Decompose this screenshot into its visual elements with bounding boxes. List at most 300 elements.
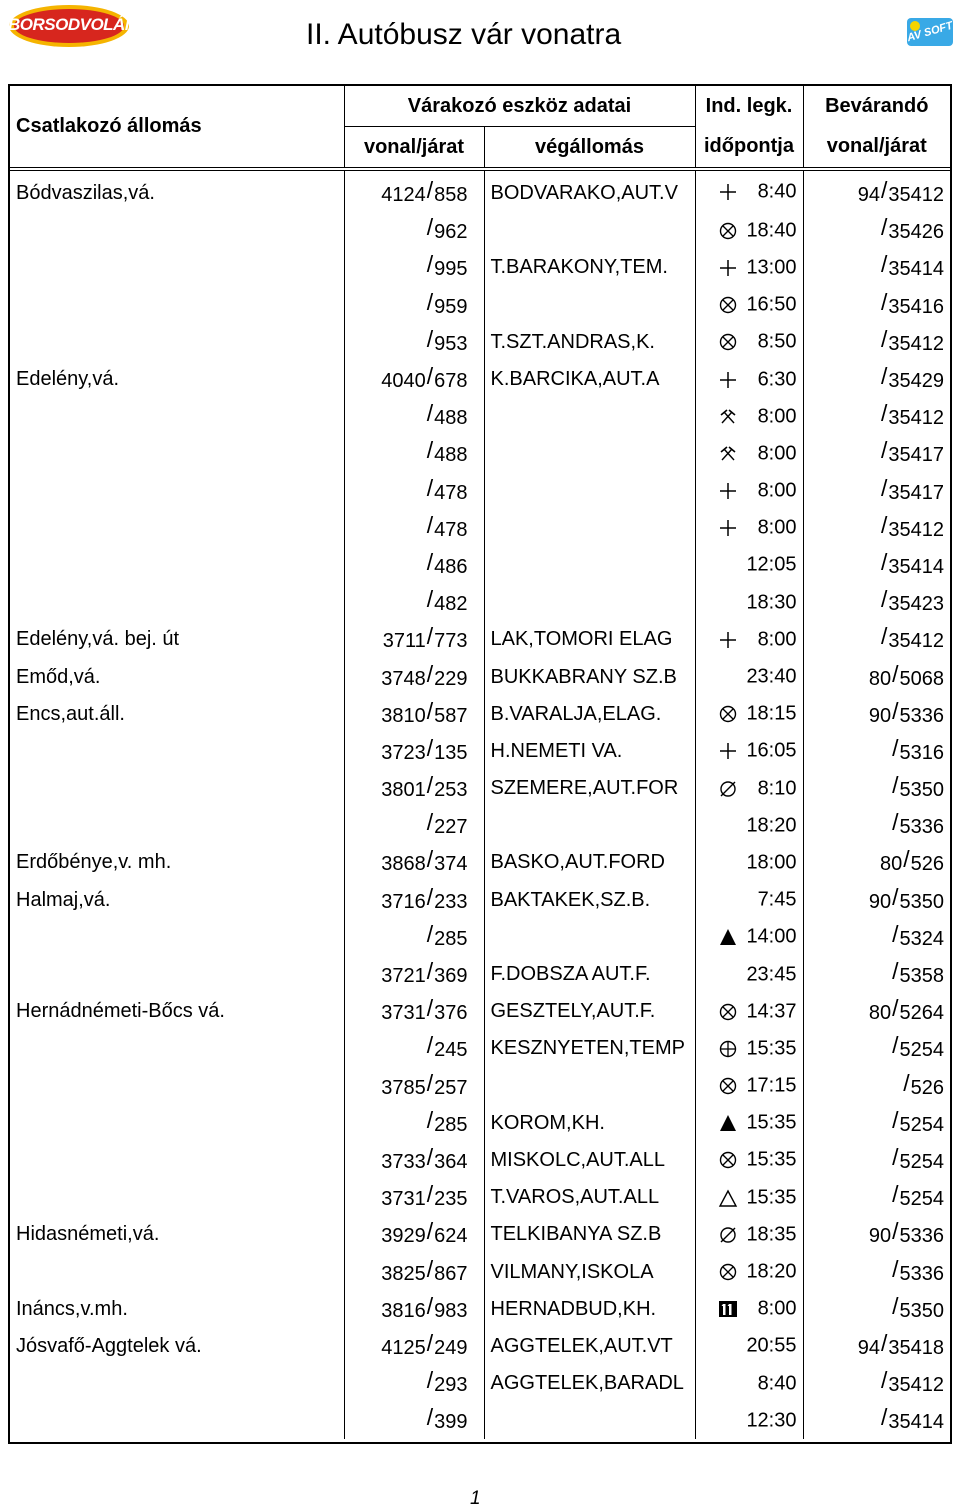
- line-cell: [344, 435, 484, 472]
- departure-time: 23:40: [746, 665, 797, 688]
- departure-time: 14:37: [746, 1000, 797, 1023]
- run-number: 249: [434, 1336, 468, 1359]
- awaited-run: 5358: [899, 965, 944, 988]
- terminus-name: AGGTELEK,AUT.VT: [484, 1328, 695, 1365]
- terminus-name: [484, 212, 695, 249]
- departure-time: 8:00: [757, 628, 797, 651]
- line-number: 3825: [381, 1262, 426, 1285]
- header-ind-bottom: időpontja: [695, 127, 803, 170]
- run-number: 624: [434, 1225, 468, 1248]
- line-separator: /: [426, 251, 434, 278]
- line-separator: /: [426, 363, 434, 390]
- line-number: 3748: [381, 667, 426, 690]
- awaited-line: 90: [868, 704, 892, 727]
- line-cell: [344, 1142, 484, 1179]
- departure-cell: [695, 658, 803, 695]
- awaited-cell: [803, 956, 950, 993]
- station-name: [10, 770, 344, 807]
- awaited-run: 5254: [899, 1150, 944, 1173]
- awaited-cell: [803, 621, 950, 658]
- bev-separator: /: [880, 548, 888, 575]
- station-name: [10, 807, 344, 844]
- run-number: 369: [434, 965, 468, 988]
- line-cell: [344, 398, 484, 435]
- bev-separator: /: [880, 437, 888, 464]
- awaited-run: 35416: [888, 295, 944, 318]
- station-name: [10, 1365, 344, 1402]
- run-number: 235: [434, 1188, 468, 1211]
- departure-time: 17:15: [746, 1074, 797, 1097]
- run-number: 488: [434, 407, 468, 430]
- table-row: [10, 169, 950, 212]
- station-name: [10, 1068, 344, 1105]
- terminus-name: TELKIBANYA SZ.B: [484, 1216, 695, 1253]
- awaited-cell: [803, 1253, 950, 1290]
- cross-icon: [718, 182, 738, 202]
- terminus-name: [484, 473, 695, 510]
- line-separator: /: [426, 437, 434, 464]
- awaited-run: 35412: [888, 518, 944, 541]
- station-name: Edelény,vá.: [10, 361, 344, 398]
- bev-separator: /: [880, 288, 888, 315]
- table-row: [10, 212, 950, 249]
- awaited-run: 5336: [899, 816, 944, 839]
- awaited-run: 5324: [899, 927, 944, 950]
- bev-separator: /: [880, 511, 888, 538]
- line-cell: [344, 1365, 484, 1402]
- station-name: [10, 510, 344, 547]
- run-number: 285: [434, 927, 468, 950]
- table-row: [10, 547, 950, 584]
- bev-separator: /: [892, 958, 899, 985]
- station-name: [10, 547, 344, 584]
- terminus-name: SZEMERE,AUT.FOR: [484, 770, 695, 807]
- line-cell: [344, 1179, 484, 1216]
- departure-cell: [695, 956, 803, 993]
- line-cell: [344, 1030, 484, 1067]
- run-number: 995: [434, 258, 468, 281]
- departure-cell: [695, 584, 803, 621]
- line-separator: /: [426, 177, 434, 204]
- station-name: [10, 1142, 344, 1179]
- departure-time: 23:45: [746, 963, 797, 986]
- bev-separator: /: [892, 1255, 899, 1282]
- line-cell: [344, 733, 484, 770]
- terminus-name: LAK,TOMORI ELAG: [484, 621, 695, 658]
- awaited-run: 5336: [899, 1262, 944, 1285]
- departure-time: 8:50: [757, 330, 797, 353]
- table-row: [10, 696, 950, 733]
- awaited-cell: [803, 1030, 950, 1067]
- terminus-name: [484, 435, 695, 472]
- line-separator: /: [426, 697, 434, 724]
- departure-cell: [695, 1365, 803, 1402]
- filled-triangle-icon: [718, 927, 738, 947]
- table-row: [10, 1030, 950, 1067]
- run-number: 227: [434, 816, 468, 839]
- awaited-run: 35423: [888, 593, 944, 616]
- terminus-name: [484, 807, 695, 844]
- table-row: [10, 1068, 950, 1105]
- table-row: [10, 993, 950, 1030]
- line-cell: [344, 919, 484, 956]
- table-row: [10, 584, 950, 621]
- terminus-name: BASKO,AUT.FORD: [484, 844, 695, 881]
- awaited-run: 35417: [888, 444, 944, 467]
- bev-separator: /: [892, 660, 899, 687]
- departure-time: 8:00: [757, 442, 797, 465]
- awaited-cell: [803, 770, 950, 807]
- awaited-cell: [803, 1216, 950, 1253]
- awaited-cell: [803, 1179, 950, 1216]
- departure-cell: [695, 1253, 803, 1290]
- departure-cell: [695, 733, 803, 770]
- departure-cell: [695, 1068, 803, 1105]
- awaited-run: 35412: [888, 630, 944, 653]
- cross-icon: [718, 518, 738, 538]
- awaited-line: 90: [868, 890, 892, 913]
- awaited-cell: [803, 212, 950, 249]
- run-number: 962: [434, 221, 468, 244]
- circle-x-icon: [718, 1002, 738, 1022]
- awaited-run: 5336: [899, 704, 944, 727]
- line-separator: /: [426, 586, 434, 613]
- bev-separator: /: [892, 1032, 899, 1059]
- table-row: [10, 621, 950, 658]
- awaited-line: 94: [857, 1336, 880, 1359]
- departure-time: 18:35: [746, 1223, 797, 1246]
- awaited-run: 5254: [899, 1039, 944, 1062]
- departure-time: 13:00: [746, 256, 797, 279]
- departure-cell: [695, 435, 803, 472]
- bev-separator: /: [880, 177, 888, 204]
- circle-x-icon: [718, 332, 738, 352]
- line-separator: /: [426, 958, 434, 985]
- line-separator: /: [426, 995, 434, 1022]
- run-number: 135: [434, 741, 468, 764]
- terminus-name: [484, 398, 695, 435]
- line-number: 3801: [381, 779, 426, 802]
- awaited-cell: [803, 919, 950, 956]
- departure-time: 6:30: [757, 368, 797, 391]
- line-separator: /: [426, 920, 434, 947]
- awaited-run: 35412: [888, 184, 944, 207]
- run-number: 482: [434, 593, 468, 616]
- terminus-name: [484, 919, 695, 956]
- awaited-cell: [803, 993, 950, 1030]
- bev-separator: /: [880, 251, 888, 278]
- line-cell: [344, 696, 484, 733]
- line-number: 3785: [381, 1076, 426, 1099]
- station-name: Hidasnémeti,vá.: [10, 1216, 344, 1253]
- station-name: [10, 1105, 344, 1142]
- departure-time: 18:15: [746, 702, 797, 725]
- departure-cell: [695, 249, 803, 286]
- bev-separator: /: [880, 1367, 888, 1394]
- table-row: [10, 1142, 950, 1179]
- table-body: [10, 169, 950, 1439]
- run-number: 293: [434, 1374, 468, 1397]
- cross-icon: [718, 741, 738, 761]
- awaited-cell: [803, 169, 950, 212]
- awaited-cell: [803, 249, 950, 286]
- awaited-cell: [803, 807, 950, 844]
- awaited-cell: [803, 324, 950, 361]
- awaited-run: 526: [910, 1076, 944, 1099]
- table-row: [10, 658, 950, 695]
- line-separator: /: [426, 846, 434, 873]
- header-bev-bottom: vonal/járat: [803, 127, 950, 170]
- station-name: Halmaj,vá.: [10, 882, 344, 919]
- line-cell: [344, 324, 484, 361]
- run-number: 587: [434, 704, 468, 727]
- departure-cell: [695, 1105, 803, 1142]
- awaited-line: 80: [868, 1002, 892, 1025]
- station-name: Jósvafő-Aggtelek vá.: [10, 1328, 344, 1365]
- awaited-cell: [803, 398, 950, 435]
- bev-separator: /: [880, 1329, 888, 1356]
- station-name: [10, 733, 344, 770]
- awaited-cell: [803, 844, 950, 881]
- line-separator: /: [426, 474, 434, 501]
- line-separator: /: [426, 511, 434, 538]
- line-cell: [344, 658, 484, 695]
- departure-cell: [695, 882, 803, 919]
- line-number: 3723: [381, 741, 426, 764]
- awaited-run: 35414: [888, 258, 944, 281]
- header-waiting-group: Várakozó eszköz adatai: [344, 86, 695, 127]
- awaited-run: 5254: [899, 1113, 944, 1136]
- station-name: [10, 956, 344, 993]
- awaited-line: 90: [868, 1225, 892, 1248]
- awaited-line: 80: [868, 667, 892, 690]
- bev-separator: /: [880, 400, 888, 427]
- open-triangle-icon: [718, 1188, 738, 1208]
- connection-table: [10, 86, 950, 1439]
- awaited-run: 5254: [899, 1188, 944, 1211]
- terminus-name: F.DOBSZA AUT.F.: [484, 956, 695, 993]
- terminus-name: KESZNYETEN,TEMP: [484, 1030, 695, 1067]
- table-row: [10, 324, 950, 361]
- bev-separator: /: [903, 1069, 910, 1096]
- terminus-name: K.BARCIKA,AUT.A: [484, 361, 695, 398]
- departure-cell: [695, 770, 803, 807]
- awaited-run: 5316: [899, 741, 944, 764]
- run-number: 374: [434, 853, 468, 876]
- timetable: [8, 84, 952, 1444]
- line-separator: /: [426, 325, 434, 352]
- terminus-name: [484, 287, 695, 324]
- line-separator: /: [426, 809, 434, 836]
- run-number: 488: [434, 444, 468, 467]
- line-number: 3929: [381, 1225, 426, 1248]
- line-separator: /: [426, 288, 434, 315]
- table-row: [10, 1365, 950, 1402]
- line-number: 3816: [381, 1299, 426, 1322]
- departure-cell: [695, 696, 803, 733]
- bev-separator: /: [892, 809, 899, 836]
- terminus-name: MISKOLC,AUT.ALL: [484, 1142, 695, 1179]
- cross-icon: [718, 481, 738, 501]
- terminus-name: KOROM,KH.: [484, 1105, 695, 1142]
- awaited-run: 526: [910, 853, 944, 876]
- bev-separator: /: [903, 846, 910, 873]
- awaited-cell: [803, 1142, 950, 1179]
- circle-x-icon: [718, 1076, 738, 1096]
- line-number: 4125: [381, 1336, 426, 1359]
- bev-separator: /: [880, 474, 888, 501]
- table-row: [10, 361, 950, 398]
- departure-cell: [695, 169, 803, 212]
- line-separator: /: [426, 660, 434, 687]
- terminus-name: T.BARAKONY,TEM.: [484, 249, 695, 286]
- header-station: Csatlakozó állomás: [10, 86, 344, 169]
- bev-separator: /: [880, 363, 888, 390]
- station-name: [10, 584, 344, 621]
- station-name: [10, 1030, 344, 1067]
- table-row: [10, 435, 950, 472]
- table-row: [10, 398, 950, 435]
- table-row: [10, 1179, 950, 1216]
- departure-cell: [695, 1402, 803, 1439]
- cross-icon: [718, 258, 738, 278]
- table-row: [10, 1105, 950, 1142]
- line-separator: /: [426, 1218, 434, 1245]
- departure-time: 8:00: [757, 1297, 797, 1320]
- terminus-name: BODVARAKO,AUT.V: [484, 169, 695, 212]
- station-name: Encs,aut.áll.: [10, 696, 344, 733]
- awaited-run: 35412: [888, 407, 944, 430]
- bev-separator: /: [880, 325, 888, 352]
- line-cell: [344, 510, 484, 547]
- line-separator: /: [426, 1143, 434, 1170]
- bev-separator: /: [892, 1292, 899, 1319]
- departure-time: 15:35: [746, 1186, 797, 1209]
- line-cell: [344, 1105, 484, 1142]
- logo-text: BORSODVOLÁN: [8, 15, 137, 34]
- circle-x-icon: [718, 295, 738, 315]
- line-number: 3721: [381, 965, 426, 988]
- line-separator: /: [426, 1106, 434, 1133]
- empty-set-icon: [718, 1225, 738, 1245]
- line-separator: /: [426, 734, 434, 761]
- line-number: 3711: [382, 630, 426, 653]
- station-name: Ináncs,v.mh.: [10, 1291, 344, 1328]
- terminus-name: B.VARALJA,ELAG.: [484, 696, 695, 733]
- bev-separator: /: [892, 920, 899, 947]
- awaited-line: 80: [879, 853, 903, 876]
- bev-separator: /: [892, 697, 899, 724]
- table-row: [10, 1291, 950, 1328]
- departure-cell: [695, 1291, 803, 1328]
- table-row: [10, 956, 950, 993]
- departure-cell: [695, 919, 803, 956]
- bev-separator: /: [880, 586, 888, 613]
- line-cell: [344, 1402, 484, 1439]
- terminus-name: VILMANY,ISKOLA: [484, 1253, 695, 1290]
- terminus-name: BAKTAKEK,SZ.B.: [484, 882, 695, 919]
- bev-separator: /: [880, 623, 888, 650]
- departure-cell: [695, 844, 803, 881]
- awaited-cell: [803, 473, 950, 510]
- line-cell: [344, 249, 484, 286]
- departure-time: 15:35: [746, 1037, 797, 1060]
- station-name: Erdőbénye,v. mh.: [10, 844, 344, 881]
- awaited-run: 35412: [888, 1374, 944, 1397]
- bev-separator: /: [892, 1181, 899, 1208]
- departure-cell: [695, 324, 803, 361]
- table-row: [10, 1328, 950, 1365]
- departure-time: 20:55: [746, 1334, 797, 1357]
- table-row: [10, 473, 950, 510]
- line-separator: /: [426, 1367, 434, 1394]
- run-number: 983: [434, 1299, 468, 1322]
- bev-separator: /: [892, 1143, 899, 1170]
- terminus-name: [484, 1068, 695, 1105]
- departure-time: 8:40: [757, 180, 797, 203]
- departure-time: 18:40: [746, 219, 797, 242]
- terminus-name: BUKKABRANY SZ.B: [484, 658, 695, 695]
- awaited-cell: [803, 1365, 950, 1402]
- awaited-cell: [803, 547, 950, 584]
- borsodvolan-logo: [8, 4, 137, 48]
- table-row: [10, 249, 950, 286]
- terminus-name: T.VAROS,AUT.ALL: [484, 1179, 695, 1216]
- line-cell: [344, 1291, 484, 1328]
- awaited-run: 35426: [888, 221, 944, 244]
- departure-cell: [695, 547, 803, 584]
- station-name: [10, 435, 344, 472]
- station-name: [10, 473, 344, 510]
- bev-separator: /: [880, 214, 888, 241]
- line-cell: [344, 584, 484, 621]
- departure-time: 15:35: [746, 1111, 797, 1134]
- departure-cell: [695, 510, 803, 547]
- terminus-name: AGGTELEK,BARADL: [484, 1365, 695, 1402]
- line-separator: /: [426, 1404, 434, 1431]
- awaited-cell: [803, 1105, 950, 1142]
- terminus-name: GESZTELY,AUT.F.: [484, 993, 695, 1030]
- filled-triangle-icon: [718, 1113, 738, 1133]
- run-number: 285: [434, 1113, 468, 1136]
- run-number: 478: [434, 481, 468, 504]
- table-row: [10, 287, 950, 324]
- table-row: [10, 510, 950, 547]
- line-number: 3868: [381, 853, 426, 876]
- table-row: [10, 733, 950, 770]
- departure-cell: [695, 1142, 803, 1179]
- table-row: [10, 1402, 950, 1439]
- terminus-name: [484, 1402, 695, 1439]
- circle-x-icon: [718, 1150, 738, 1170]
- departure-time: 12:30: [746, 1409, 797, 1432]
- table-row: [10, 770, 950, 807]
- departure-cell: [695, 1179, 803, 1216]
- departure-cell: [695, 212, 803, 249]
- awaited-run: 5350: [899, 1299, 944, 1322]
- line-number: 4124: [381, 184, 426, 207]
- station-name: [10, 1179, 344, 1216]
- awaited-run: 5350: [899, 890, 944, 913]
- bev-separator: /: [892, 995, 899, 1022]
- circle-x-icon: [718, 1262, 738, 1282]
- line-cell: [344, 169, 484, 212]
- departure-time: 18:30: [746, 591, 797, 614]
- bev-separator: /: [892, 772, 899, 799]
- departure-time: 8:40: [757, 1372, 797, 1395]
- awaited-cell: [803, 435, 950, 472]
- awaited-run: 35412: [888, 332, 944, 355]
